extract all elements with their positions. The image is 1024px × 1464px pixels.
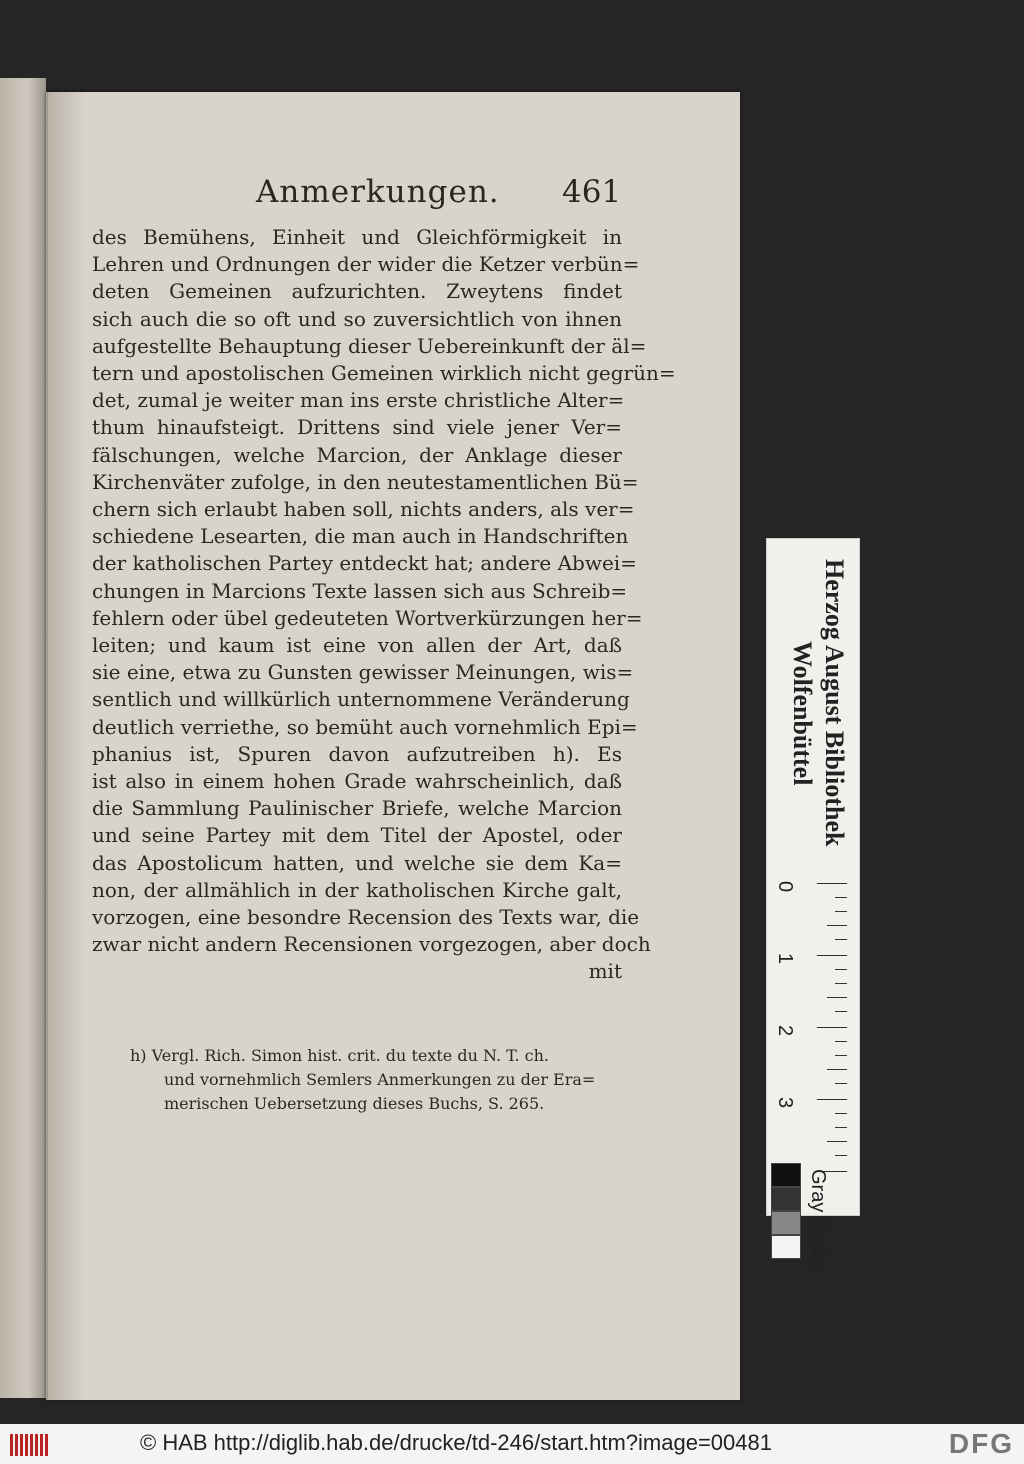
- text-line: thum hinaufsteigt. Drittens sind viele jener Ver=: [92, 415, 622, 440]
- book-page: [46, 92, 740, 1400]
- text-line: fehlern oder übel gedeuteten Wortverkürzungen her=: [92, 605, 643, 630]
- text-line: det, zumal je weiter man ins erste christliche Alter=: [92, 388, 625, 413]
- ruler-tick: [835, 1041, 847, 1042]
- ruler-tick: [835, 1055, 847, 1056]
- ruler-tick: [835, 1155, 847, 1156]
- ruler: [774, 880, 847, 1183]
- gray-patches: [771, 1163, 801, 1259]
- text-line: Lehren und Ordnungen der wider die Ketzer verbün=: [92, 252, 640, 277]
- color-scale-card: [766, 538, 860, 1268]
- text-line: leiten; und kaum ist eine von allen der Art, daß: [92, 633, 622, 658]
- footnote-line: und vornehmlich Semlers Anmerkungen zu der Era=: [164, 1070, 596, 1089]
- ruler-number: 2: [774, 1024, 797, 1037]
- footnote-line: h) Vergl. Rich. Simon hist. crit. du texte du N. T. ch.: [130, 1046, 549, 1065]
- text-line: Kirchenväter zufolge, in den neutestamentlichen Bü=: [92, 469, 639, 494]
- ruler-tick: [835, 939, 847, 940]
- text-line: tern und apostolischen Gemeinen wirklich nicht gegrün=: [92, 361, 676, 386]
- footnote: [130, 1044, 622, 1116]
- ruler-tick: [835, 911, 847, 912]
- ruler-tick: [817, 1099, 847, 1100]
- ruler-tick: [827, 1141, 847, 1142]
- ruler-tick: [827, 997, 847, 998]
- text-line: deten Gemeinen aufzurichten. Zweytens findet: [92, 279, 622, 304]
- hab-logo-icon: [10, 1434, 48, 1456]
- ruler-tick: [835, 983, 847, 984]
- footnote-line: merischen Uebersetzung dieses Buchs, S. 265.: [164, 1094, 545, 1113]
- ruler-tick: [817, 883, 847, 884]
- ruler-tick: [835, 1083, 847, 1084]
- running-head: Anmerkungen.: [256, 174, 500, 210]
- library-location: Wolfenbüttel: [788, 641, 817, 786]
- adjacent-page-edge: [0, 78, 46, 1398]
- copyright-link[interactable]: © HAB http://diglib.hab.de/drucke/td-246/start.htm?image=00481: [140, 1430, 772, 1455]
- ruler-tick: [835, 969, 847, 970]
- text-line: deutlich verriethe, so bemüht auch vornehmlich Epi=: [92, 714, 638, 739]
- text-line: des Bemühens, Einheit und Gleichförmigkeit in: [92, 225, 622, 249]
- ruler-tick: [835, 897, 847, 898]
- text-line: der katholischen Partey entdeckt hat; andere Abwei=: [92, 551, 637, 576]
- ruler-number: 1: [774, 952, 797, 965]
- text-line: non, der allmählich in der katholischen Kirche galt,: [92, 877, 622, 902]
- ruler-tick: [817, 955, 847, 956]
- text-line: die Sammlung Paulinischer Briefe, welche Marcion: [92, 796, 622, 821]
- text-line: ist also in einem hohen Grade wahrscheinlich, daß: [92, 769, 622, 794]
- gray-patch: [771, 1235, 801, 1259]
- text-line: und seine Partey mit dem Titel der Apostel, oder: [92, 823, 622, 848]
- ruler-tick: [817, 1027, 847, 1028]
- ruler-tick: [835, 1127, 847, 1128]
- text-line: aufgestellte Behauptung dieser Uebereinkunft der äl=: [92, 333, 647, 358]
- text-line: schiedene Lesearten, die man auch in Handschriften: [92, 524, 629, 549]
- gray-scale-label: Gray Scale: [807, 1169, 829, 1268]
- viewer-footer: [0, 1424, 1024, 1464]
- ruler-tick: [835, 1011, 847, 1012]
- ruler-number: 3: [774, 1096, 797, 1109]
- ruler-number: 0: [774, 880, 797, 893]
- text-line: chern sich erlaubt haben soll, nichts anders, als ver=: [92, 497, 635, 522]
- text-line: das Apostolicum hatten, und welche sie dem Ka=: [92, 850, 622, 875]
- ruler-tick: [827, 925, 847, 926]
- gray-patch: [771, 1211, 801, 1235]
- catchword: mit: [588, 959, 622, 984]
- text-line: zwar nicht andern Recensionen vorgezogen, aber doch: [92, 932, 651, 957]
- gray-patch: [771, 1163, 801, 1187]
- dfg-logo: DFG: [948, 1428, 1014, 1459]
- body-text: [92, 224, 676, 986]
- ruler-tick: [835, 1113, 847, 1114]
- text-line: sentlich und willkürlich unternommene Veränderung: [92, 687, 630, 712]
- text-line: phanius ist, Spuren davon aufzutreiben h). Es: [92, 741, 622, 766]
- text-line: sich auch die so oft und so zuversichtlich von ihnen: [92, 306, 622, 331]
- text-line: sie eine, etwa zu Gunsten gewisser Meinungen, wis=: [92, 660, 634, 685]
- gray-patch: [771, 1187, 801, 1211]
- text-line: fälschungen, welche Marcion, der Anklage dieser: [92, 442, 622, 467]
- text-line: chungen in Marcions Texte lassen sich aus Schreib=: [92, 578, 628, 603]
- text-line: vorzogen, eine besondre Recension des Texts war, die: [92, 905, 640, 930]
- library-name: Herzog August Bibliothek: [820, 559, 849, 847]
- page-number: 461: [562, 174, 622, 210]
- ruler-tick: [827, 1069, 847, 1070]
